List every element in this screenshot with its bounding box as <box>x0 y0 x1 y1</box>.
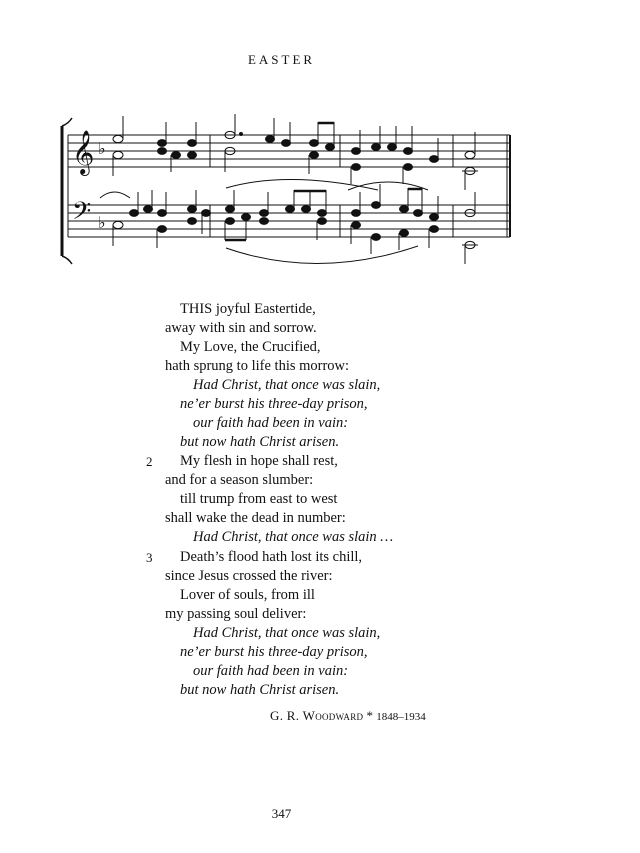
svg-text:♭: ♭ <box>98 213 106 232</box>
verse-1-line-3: My Love, the Crucified, <box>180 339 321 355</box>
music-score <box>58 110 518 270</box>
verse-1-refrain-1: Had Christ, that once was slain, <box>193 377 381 393</box>
verse-3-line-3: Lover of souls, from ill <box>180 587 315 603</box>
verse-1-line-2: away with sin and sorrow. <box>165 320 317 336</box>
asterisk-mark: * <box>366 708 374 723</box>
verse-3-refrain-2: ne’er burst his three-day prison, <box>180 644 368 660</box>
author-name: G. R. Woodward <box>270 708 364 723</box>
verse-2-line-3: till trump from east to west <box>180 491 338 507</box>
verse-3-refrain-3: our faith had been in vain: <box>193 663 349 679</box>
verse-3-line-4: my passing soul deliver: <box>165 606 307 622</box>
verse-1-line-4: hath sprung to life this morrow: <box>165 358 350 374</box>
verse-1-line-1: THIS joyful Eastertide, <box>180 301 316 317</box>
verse-number-2: 2 <box>146 454 153 469</box>
attribution <box>270 708 426 724</box>
verse-2-line-1: My flesh in hope shall rest, <box>180 453 338 469</box>
section-heading: EASTER <box>247 52 316 67</box>
page-number: 347 <box>271 806 292 821</box>
verse-3-line-1: Death’s flood hath lost its chill, <box>180 549 363 565</box>
verse-2-line-4: shall wake the dead in number: <box>165 510 346 526</box>
svg-text:𝄞: 𝄞 <box>72 130 95 174</box>
verse-3-line-2: since Jesus crossed the river: <box>165 568 333 584</box>
verse-3-refrain-1: Had Christ, that once was slain, <box>193 625 381 641</box>
verse-3-refrain-4: but now hath Christ arisen. <box>180 682 340 698</box>
verse-1-refrain-3: our faith had been in vain: <box>193 415 349 431</box>
verse-2-line-2: and for a season slumber: <box>165 472 314 488</box>
svg-text:♭: ♭ <box>98 139 106 158</box>
author-dates: 1848–1934 <box>376 711 426 723</box>
verse-1-refrain-4: but now hath Christ arisen. <box>180 434 340 450</box>
verse-2-refrain-1: Had Christ, that once was slain … <box>193 529 394 545</box>
svg-text:𝄢: 𝄢 <box>72 197 92 232</box>
verse-number-3: 3 <box>146 550 153 565</box>
verse-1-refrain-2: ne’er burst his three-day prison, <box>180 396 368 412</box>
